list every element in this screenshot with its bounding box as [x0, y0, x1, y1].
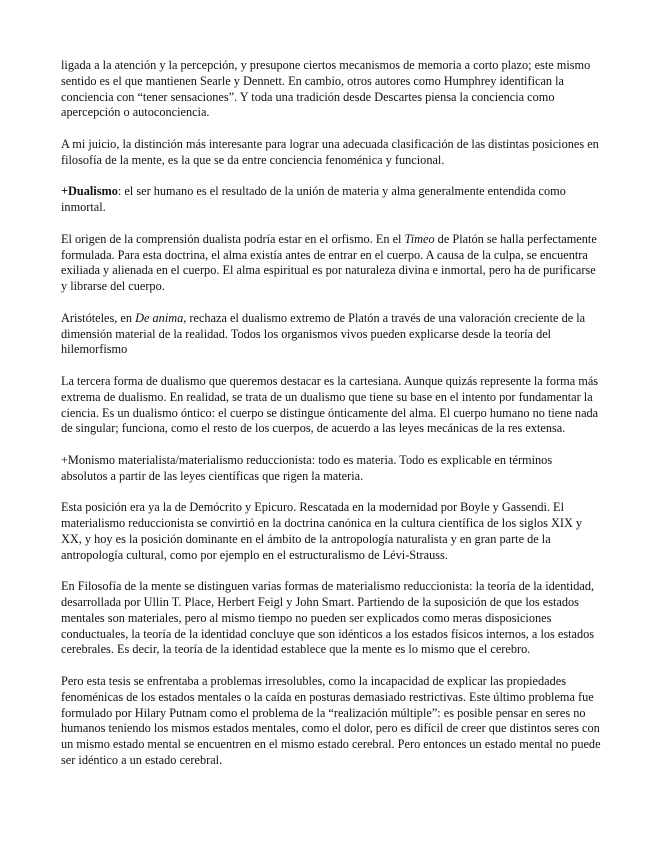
- paragraph-text: A mi juicio, la distinción más interesante para lograr una adecuada clasificación de las distintas posiciones en filosofía de la mente, es la que se da entre conciencia fenoménica y funcional.: [61, 136, 599, 167]
- paragraph-text: En Filosofía de la mente se distinguen varias formas de materialismo reduccionista: la teoría de la identidad, desarrollada por Ullin T. Place, Herbert Feigl y John Smart. Partiendo de la suposición de que los estados mentales son materiales, pero al mismo tiempo no pueden ser explicados como meras disposiciones conductuales, la teoría de la identidad concluye que son idénticos a los estados físicos internos, a los estados cerebrales. Es decir, la teoría de la identidad establece que la mente es lo mismo que el cerebro.: [61, 579, 595, 657]
- paragraph-cartesiana: [61, 374, 601, 437]
- paragraph-text: , rechaza el dualismo extremo de Platón a través de una valoración creciente de la dimensión material de la realidad. Todos los organismos vivos pueden explicarse desde la teoría del hilemorfismo: [61, 310, 586, 357]
- paragraph-aristoteles: [61, 311, 601, 358]
- paragraph-text: Esta posición era ya la de Demócrito y Epicuro. Rescatada en la modernidad por Boyle y Gassendi. El materialismo reduccionista se convirtió en la doctrina canónica en la cultura científica de los siglos XIX y XX, y hoy es la posición dominante en el ámbito de la antropología naturalista y en gran parte de la antropología cultural, como por ejemplo en el estructuralismo de Lévi-Strauss.: [61, 500, 583, 562]
- paragraph-democrito: [61, 500, 601, 563]
- paragraph-realizacion-multiple: [61, 674, 601, 769]
- paragraph-text: La tercera forma de dualismo que queremos destacar es la cartesiana. Aunque quizás represente la forma más extrema de dualismo. En realidad, se trata de un dualismo que tiene su base en el intento por fundamentar la ciencia. Es un dualismo óntico: el cuerpo se distingue ónticamente del alma. El cuerpo humano no tiene nada de singular; funciona, como el resto de los cuerpos, de acuerdo a las leyes mecánicas de la res extensa.: [61, 373, 599, 436]
- paragraph-dualismo-definition: [61, 184, 601, 216]
- paragraph-teoria-identidad: [61, 579, 601, 658]
- title-timeo: Timeo: [404, 231, 435, 246]
- document-page: [61, 58, 601, 785]
- paragraph-text: ligada a la atención y la percepción, y presupone ciertos mecanismos de memoria a corto plazo; este mismo sentido es el que mantienen Searle y Dennett. En cambio, otros autores como Humphrey identifican la conciencia con “tener sensaciones”. Y toda una tradición desde Descartes piensa la conciencia como apercepción o autoconciencia.: [61, 58, 591, 120]
- paragraph-text: Aristóteles, en: [61, 310, 136, 325]
- paragraph-text: +Monismo materialista/materialismo reduccionista: todo es materia. Todo es explicable en términos absolutos a partir de las leyes científicas que rigen la materia.: [61, 452, 553, 483]
- paragraph-distincion: [61, 137, 601, 169]
- paragraph-monismo-definition: [61, 453, 601, 485]
- paragraph-text: Pero esta tesis se enfrentaba a problemas irresolubles, como la incapacidad de explicar las propiedades fenoménicas de los estados mentales o la caída en posturas demasiado restrictivas. Este último problema fue formulado por Hilary Putnam como el problema de la “realización múltiple”: es posible pensar en seres no humanos teniendo los mismos estados mentales, como el dolor, pero es difícil de creer que distintos seres con un mismo estado mental se encuentren en el mismo estado cerebral. Pero entonces un estado mental no puede ser idéntico a un estado cerebral.: [61, 674, 601, 768]
- term-dualismo: +Dualismo: [61, 184, 118, 199]
- paragraph-text: de Platón se halla perfectamente formulada. Para esta doctrina, el alma existía antes de entrar en el cuerpo. A causa de la culpa, se encuentra exiliada y alienada en el cuerpo. El alma espiritual es por naturaleza divina e inmortal, pero ha de purificarse y librarse del cuerpo.: [61, 231, 597, 294]
- paragraph-conciencia-intro: [61, 58, 601, 121]
- paragraph-text: El origen de la comprensión dualista podría estar en el orfismo. En el: [61, 231, 405, 246]
- title-de-anima: De anima: [135, 310, 184, 325]
- paragraph-orfismo-platon: [61, 232, 601, 295]
- paragraph-text: : el ser humano es el resultado de la unión de materia y alma generalmente entendida como inmortal.: [61, 184, 566, 215]
